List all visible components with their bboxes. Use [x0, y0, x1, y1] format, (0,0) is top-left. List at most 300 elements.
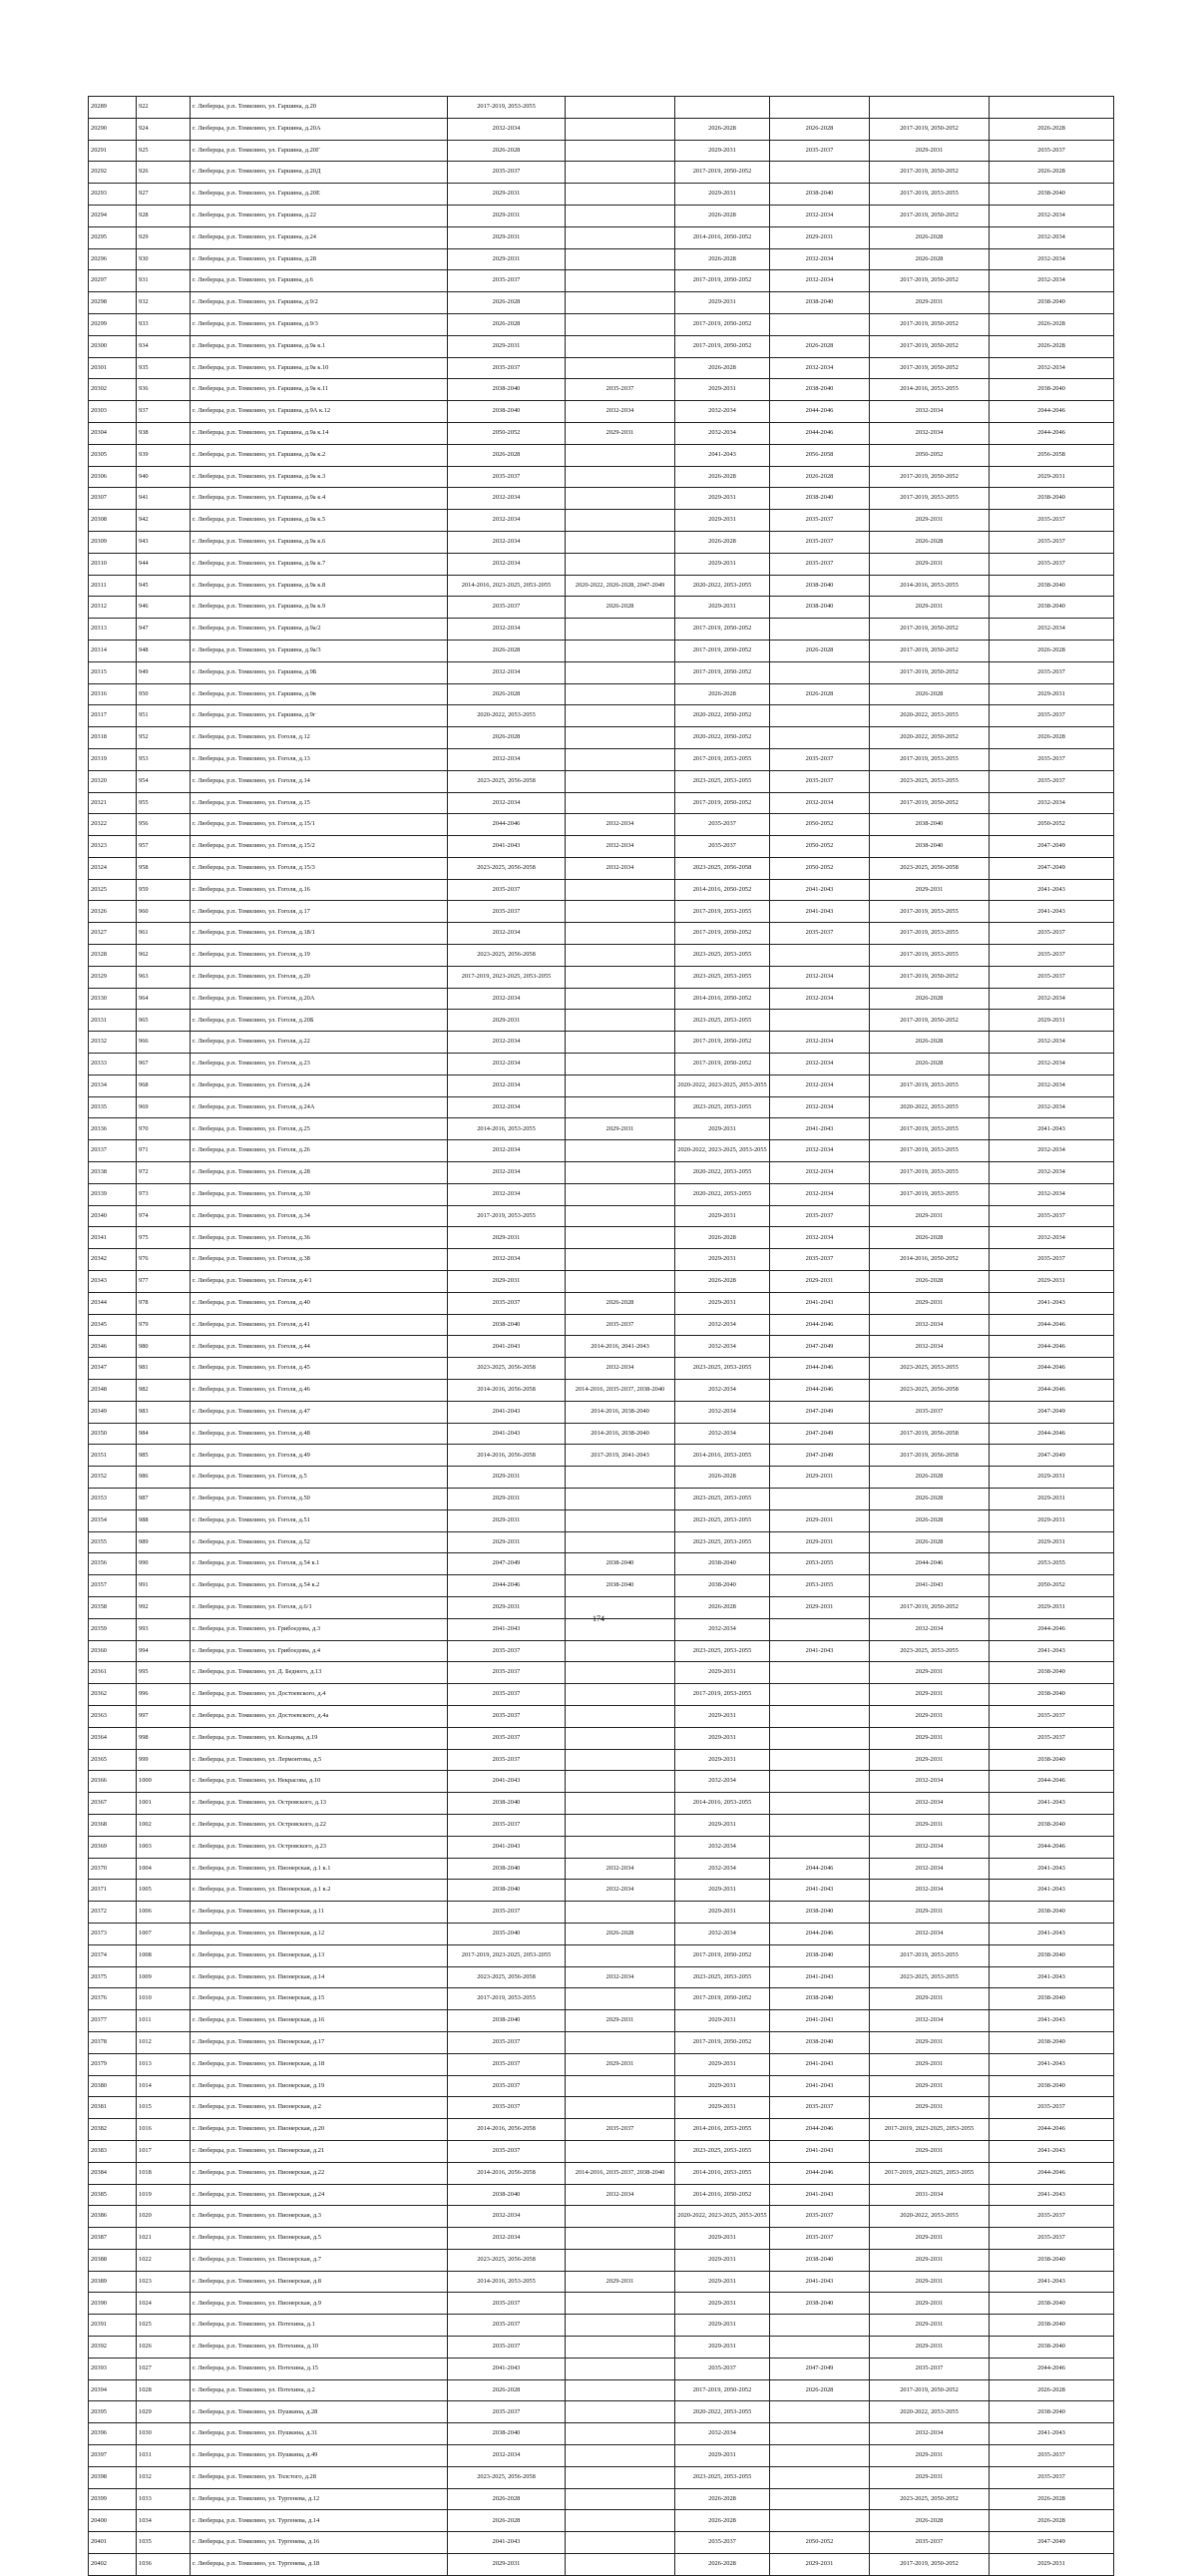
table-cell: 2038-2040: [448, 401, 566, 423]
table-cell: 2026-2028: [448, 292, 566, 314]
table-cell: г. Люберцы, р.п. Томилино, ул. Гаршина, д.9/3: [191, 313, 448, 335]
table-cell: 20316: [89, 683, 137, 705]
table-cell: 20372: [89, 1902, 137, 1924]
table-cell: 2035-2037: [770, 2097, 870, 2119]
table-cell: 2029-2031: [448, 1010, 566, 1032]
table-cell: 2017-2019, 2053-2055: [675, 748, 770, 770]
table-cell: [566, 1705, 675, 1727]
table-cell: 985: [137, 1445, 191, 1467]
table-cell: 2035-2037: [448, 1662, 566, 1684]
table-cell: 2035-2037: [566, 1314, 675, 1336]
table-cell: 997: [137, 1705, 191, 1727]
table-cell: 988: [137, 1509, 191, 1531]
table-cell: 2029-2031: [675, 2445, 770, 2467]
table-row: [89, 1966, 1114, 1988]
table-cell: 2032-2034: [448, 1096, 566, 1118]
table-cell: г. Люберцы, р.п. Томилино, ул. Гоголя, д.46: [191, 1380, 448, 1402]
table-cell: 965: [137, 1010, 191, 1032]
table-cell: 2044-2046: [990, 1358, 1114, 1380]
table-cell: [770, 2315, 870, 2337]
table-cell: 2035-2037: [448, 357, 566, 379]
table-cell: 2029-2031: [870, 2315, 990, 2337]
table-row: [89, 248, 1114, 270]
table-cell: г. Люберцы, р.п. Томилино, ул. Гоголя, д.5: [191, 1467, 448, 1489]
table-cell: 2035-2037: [675, 836, 770, 858]
table-cell: 2032-2034: [675, 1401, 770, 1423]
table-cell: 2017-2019, 2053-2055: [675, 1684, 770, 1706]
table-cell: 2032-2034: [770, 1096, 870, 1118]
table-cell: г. Люберцы, р.п. Томилино, ул. Пионерская, д.2: [191, 2097, 448, 2119]
table-cell: [566, 1467, 675, 1489]
table-cell: [566, 531, 675, 553]
table-cell: 2026-2028: [448, 727, 566, 749]
table-cell: 1015: [137, 2097, 191, 2119]
table-row: [89, 966, 1114, 988]
table-cell: [770, 2337, 870, 2359]
table-cell: 2038-2040: [990, 2401, 1114, 2423]
table-row: [89, 1010, 1114, 1032]
table-cell: 2032-2034: [566, 857, 675, 879]
table-cell: 2029-2031: [770, 1509, 870, 1531]
table-cell: 20359: [89, 1618, 137, 1640]
table-cell: 2035-2037: [566, 2119, 675, 2141]
table-cell: 2029-2031: [566, 2053, 675, 2075]
table-cell: 2038-2040: [770, 488, 870, 510]
table-cell: [770, 1727, 870, 1749]
table-row: [89, 792, 1114, 814]
table-cell: 983: [137, 1401, 191, 1423]
table-cell: г. Люберцы, р.п. Томилино, ул. Грибоедова, д.3: [191, 1618, 448, 1640]
table-cell: г. Люберцы, р.п. Томилино, ул. Гоголя, д.4/1: [191, 1271, 448, 1293]
table-cell: 2038-2040: [770, 2249, 870, 2271]
table-cell: 20306: [89, 466, 137, 488]
table-cell: 2032-2034: [675, 1858, 770, 1880]
table-cell: 2029-2031: [675, 1902, 770, 1924]
table-cell: [566, 619, 675, 641]
table-cell: г. Люберцы, р.п. Томилино, ул. Гоголя, д.51: [191, 1509, 448, 1531]
table-cell: 2044-2046: [770, 2119, 870, 2141]
table-row: [89, 335, 1114, 357]
table-cell: 2044-2046: [770, 422, 870, 444]
table-row: [89, 270, 1114, 292]
table-cell: г. Люберцы, р.п. Томилино, ул. Д. Бедного, д.13: [191, 1662, 448, 1684]
table-cell: 2023-2025, 2050-2052: [870, 2488, 990, 2510]
table-cell: 2032-2034: [675, 1836, 770, 1858]
table-cell: 930: [137, 248, 191, 270]
table-cell: 2047-2049: [990, 2532, 1114, 2554]
table-row: [89, 292, 1114, 314]
table-cell: 20322: [89, 814, 137, 836]
table-cell: [566, 1249, 675, 1271]
table-cell: г. Люберцы, р.п. Томилино, ул. Пионерская, д.18: [191, 2053, 448, 2075]
table-row: [89, 2162, 1114, 2184]
table-row: [89, 357, 1114, 379]
table-cell: г. Люберцы, р.п. Томилино, ул. Гоголя, д.6/1: [191, 1596, 448, 1618]
table-cell: г. Люберцы, р.п. Томилино, ул. Пионерская, д.5: [191, 2228, 448, 2250]
table-cell: 2023-2025, 2053-2055: [675, 966, 770, 988]
table-cell: 2017-2019, 2050-2052: [675, 1054, 770, 1075]
table-cell: [770, 162, 870, 184]
table-cell: г. Люберцы, р.п. Томилино, ул. Пионерская, д.16: [191, 2010, 448, 2032]
table-cell: 2017-2019, 2050-2052: [870, 661, 990, 683]
table-cell: г. Люберцы, р.п. Томилино, ул. Гоголя, д.18/1: [191, 923, 448, 945]
table-cell: 2029-2031: [990, 1531, 1114, 1553]
table-cell: 2041-2043: [448, 2358, 566, 2379]
table-cell: [566, 1010, 675, 1032]
table-cell: [566, 205, 675, 226]
table-cell: 2017-2019, 2050-2052: [870, 466, 990, 488]
table-cell: г. Люберцы, р.п. Томилино, ул. Кольцова, д.19: [191, 1727, 448, 1749]
table-cell: 20296: [89, 248, 137, 270]
table-row: [89, 1336, 1114, 1358]
table-row: [89, 748, 1114, 770]
table-cell: [566, 226, 675, 248]
table-cell: 2032-2034: [990, 1054, 1114, 1075]
table-cell: [566, 335, 675, 357]
table-cell: г. Люберцы, р.п. Томилино, ул. Пионерская, д.12: [191, 1923, 448, 1944]
table-cell: 2044-2046: [870, 1553, 990, 1575]
table-cell: 2020-2022, 2023-2025, 2053-2055: [675, 2206, 770, 2228]
table-cell: 2032-2034: [566, 1880, 675, 1902]
table-cell: 20337: [89, 1140, 137, 1162]
table-cell: 2026-2028: [770, 2379, 870, 2401]
table-cell: 2035-2037: [870, 1401, 990, 1423]
table-cell: 2029-2031: [770, 1271, 870, 1293]
table-cell: 2050-2052: [870, 444, 990, 466]
table-cell: [770, 1684, 870, 1706]
table-cell: 2038-2040: [990, 1814, 1114, 1836]
table-cell: 2032-2034: [770, 1140, 870, 1162]
table-cell: [566, 2140, 675, 2162]
table-cell: г. Люберцы, р.п. Томилино, ул. Гоголя, д.23: [191, 1054, 448, 1075]
table-cell: 1008: [137, 1944, 191, 1966]
table-cell: 2038-2040: [770, 2293, 870, 2315]
table-cell: 2017-2019, 2023-2025, 2053-2055: [870, 2162, 990, 2184]
table-cell: 20331: [89, 1010, 137, 1032]
table-cell: 2041-2043: [990, 2271, 1114, 2293]
table-cell: [566, 1988, 675, 2010]
table-cell: [770, 1793, 870, 1815]
table-cell: 2032-2034: [448, 2228, 566, 2250]
table-cell: 2035-2037: [770, 140, 870, 162]
table-cell: 2026-2028: [870, 1509, 990, 1531]
table-cell: 2029-2031: [870, 1902, 990, 1924]
table-cell: 1001: [137, 1793, 191, 1815]
table-cell: 2032-2034: [675, 401, 770, 423]
table-cell: [770, 661, 870, 683]
table-cell: [566, 901, 675, 923]
table-cell: 948: [137, 640, 191, 661]
table-cell: 922: [137, 97, 191, 119]
table-row: [89, 205, 1114, 226]
table-cell: 2017-2019, 2050-2052: [675, 1988, 770, 2010]
table-cell: 1004: [137, 1858, 191, 1880]
table-cell: 990: [137, 1553, 191, 1575]
document-page: [88, 96, 1113, 2576]
table-cell: 2041-2043: [990, 1118, 1114, 1140]
table-cell: 2014-2016, 2035-2037, 2038-2040: [566, 2162, 675, 2184]
table-cell: 2044-2046: [990, 401, 1114, 423]
table-cell: 2035-2037: [448, 1684, 566, 1706]
table-cell: 2017-2019, 2050-2052: [870, 2554, 990, 2576]
table-cell: 2029-2031: [675, 292, 770, 314]
table-cell: 938: [137, 422, 191, 444]
table-cell: 20380: [89, 2075, 137, 2097]
table-cell: г. Люберцы, р.п. Томилино, ул. Гоголя, д.19: [191, 945, 448, 967]
table-cell: [566, 1032, 675, 1054]
table-cell: г. Люберцы, р.п. Томилино, ул. Гаршина, д.6: [191, 270, 448, 292]
table-cell: 2032-2034: [990, 619, 1114, 641]
table-cell: г. Люберцы, р.п. Томилино, ул. Гаршина, д.9а к.14: [191, 422, 448, 444]
table-cell: г. Люберцы, р.п. Томилино, ул. Гоголя, д.15/2: [191, 836, 448, 858]
table-cell: 2044-2046: [770, 1858, 870, 1880]
table-cell: [770, 727, 870, 749]
table-cell: 2023-2025, 2056-2058: [870, 857, 990, 879]
table-cell: г. Люберцы, р.п. Томилино, ул. Гаршина, д.9а к.1: [191, 335, 448, 357]
table-cell: г. Люберцы, р.п. Томилино, ул. Гоголя, д.26: [191, 1140, 448, 1162]
table-cell: 20346: [89, 1336, 137, 1358]
table-cell: 2029-2031: [675, 1118, 770, 1140]
table-cell: 2041-2043: [990, 1292, 1114, 1314]
table-cell: 991: [137, 1575, 191, 1597]
table-cell: 2017-2019, 2050-2052: [675, 2379, 770, 2401]
table-cell: [566, 488, 675, 510]
table-cell: г. Люберцы, р.п. Томилино, ул. Пионерская, д.9: [191, 2293, 448, 2315]
table-cell: 2029-2031: [870, 2053, 990, 2075]
table-cell: 2053-2055: [770, 1575, 870, 1597]
table-cell: [566, 97, 675, 119]
table-cell: 2029-2031: [990, 1467, 1114, 1489]
table-cell: 2029-2031: [448, 1596, 566, 1618]
table-cell: 2017-2019, 2053-2055: [870, 945, 990, 967]
table-cell: 20294: [89, 205, 137, 226]
table-cell: 2026-2028: [675, 2554, 770, 2576]
table-cell: 2047-2049: [770, 1336, 870, 1358]
table-cell: 2020-2022, 2023-2025, 2053-2055: [675, 1074, 770, 1096]
table-cell: 2041-2043: [448, 1423, 566, 1445]
table-cell: 20370: [89, 1858, 137, 1880]
table-cell: 2026-2028: [675, 1467, 770, 1489]
table-cell: 20396: [89, 2423, 137, 2445]
table-cell: [566, 2337, 675, 2359]
table-row: [89, 683, 1114, 705]
table-cell: г. Люберцы, р.п. Томилино, ул. Пионерская, д.1 к.1: [191, 1858, 448, 1880]
table-cell: 958: [137, 857, 191, 879]
table-cell: [566, 1227, 675, 1249]
table-cell: [770, 97, 870, 119]
table-cell: 2035-2037: [448, 1705, 566, 1727]
table-cell: г. Люберцы, р.п. Томилино, ул. Толстого, д.28: [191, 2466, 448, 2488]
table-cell: 2035-2037: [870, 2358, 990, 2379]
table-cell: 2014-2016, 2053-2055: [675, 1793, 770, 1815]
table-cell: 20364: [89, 1727, 137, 1749]
table-cell: 2029-2031: [675, 2271, 770, 2293]
table-row: [89, 1836, 1114, 1858]
table-cell: 20353: [89, 1489, 137, 1510]
table-cell: 2017-2019, 2050-2052: [675, 923, 770, 945]
table-cell: г. Люберцы, р.п. Томилино, ул. Гаршина, д.9а к.2: [191, 444, 448, 466]
table-cell: 2017-2019, 2050-2052: [870, 640, 990, 661]
table-cell: 2029-2031: [870, 2140, 990, 2162]
table-cell: 2035-2037: [990, 2228, 1114, 2250]
table-cell: 2026-2028: [448, 313, 566, 335]
table-cell: 20325: [89, 879, 137, 901]
table-cell: 2026-2028: [675, 2488, 770, 2510]
table-cell: 944: [137, 553, 191, 575]
table-cell: 2029-2031: [566, 2010, 675, 2032]
table-cell: 2029-2031: [770, 2554, 870, 2576]
table-cell: 2044-2046: [770, 401, 870, 423]
table-cell: 2035-2037: [990, 705, 1114, 727]
table-cell: 2041-2043: [990, 2140, 1114, 2162]
table-cell: г. Люберцы, р.п. Томилино, ул. Гоголя, д.20: [191, 966, 448, 988]
table-cell: 2035-2037: [448, 2337, 566, 2359]
table-cell: 943: [137, 531, 191, 553]
table-cell: 2044-2046: [990, 1336, 1114, 1358]
table-row: [89, 2315, 1114, 2337]
table-cell: г. Люберцы, р.п. Томилино, ул. Гоголя, д.22: [191, 1032, 448, 1054]
table-cell: 2026-2028: [870, 2510, 990, 2532]
table-cell: г. Люберцы, р.п. Томилино, ул. Гаршина, д.9а к.10: [191, 357, 448, 379]
table-cell: 2041-2043: [770, 879, 870, 901]
table-cell: 970: [137, 1118, 191, 1140]
table-cell: г. Люберцы, р.п. Томилино, ул. Гаршина, д.9а/3: [191, 640, 448, 661]
table-row: [89, 2293, 1114, 2315]
table-cell: 2020-2022, 2050-2052: [675, 705, 770, 727]
table-cell: г. Люберцы, р.п. Томилино, ул. Гаршина, д.20Е: [191, 184, 448, 206]
table-cell: [566, 1684, 675, 1706]
table-cell: 20357: [89, 1575, 137, 1597]
table-cell: 20402: [89, 2554, 137, 2576]
table-cell: 2041-2043: [990, 1793, 1114, 1815]
table-row: [89, 2445, 1114, 2467]
table-cell: 2038-2040: [990, 575, 1114, 597]
table-cell: 2026-2028: [566, 1292, 675, 1314]
table-cell: 2032-2034: [566, 401, 675, 423]
table-cell: [566, 945, 675, 967]
table-cell: 2023-2025, 2053-2055: [870, 1966, 990, 1988]
table-cell: 2014-2016, 2041-2043: [566, 1336, 675, 1358]
table-cell: 2047-2049: [770, 1401, 870, 1423]
table-cell: г. Люберцы, р.п. Томилино, ул. Гаршина, д.22: [191, 205, 448, 226]
table-cell: 2038-2040: [566, 1575, 675, 1597]
table-cell: 2044-2046: [990, 1423, 1114, 1445]
table-cell: [566, 357, 675, 379]
table-cell: 2026-2028: [448, 2510, 566, 2532]
table-cell: 20344: [89, 1292, 137, 1314]
table-cell: 2044-2046: [990, 422, 1114, 444]
table-cell: г. Люберцы, р.п. Томилино, ул. Гоголя, д.15/3: [191, 857, 448, 879]
table-cell: г. Люберцы, р.п. Томилино, ул. Лермонтова, д.5: [191, 1749, 448, 1771]
table-cell: 2032-2034: [770, 792, 870, 814]
table-cell: 2020-2022, 2053-2055: [870, 2401, 990, 2423]
table-cell: 1034: [137, 2510, 191, 2532]
table-cell: 2032-2034: [566, 1858, 675, 1880]
table-cell: г. Люберцы, р.п. Томилино, ул. Гоголя, д.50: [191, 1489, 448, 1510]
table-cell: 2038-2040: [566, 1553, 675, 1575]
table-cell: [566, 1944, 675, 1966]
table-cell: 1036: [137, 2554, 191, 2576]
table-cell: 2038-2040: [990, 2249, 1114, 2271]
table-cell: 2029-2031: [870, 1684, 990, 1706]
table-row: [89, 597, 1114, 619]
table-cell: 2029-2031: [990, 1489, 1114, 1510]
table-cell: г. Люберцы, р.п. Томилино, ул. Гаршина, д.20Д: [191, 162, 448, 184]
table-cell: 2044-2046: [990, 2358, 1114, 2379]
table-cell: 2017-2019, 2053-2055: [870, 184, 990, 206]
table-cell: 2038-2040: [448, 2010, 566, 2032]
table-cell: 2032-2034: [770, 270, 870, 292]
table-cell: 2035-2037: [770, 1249, 870, 1271]
table-cell: 2026-2028: [990, 335, 1114, 357]
table-cell: 2029-2031: [448, 205, 566, 226]
table-cell: 1022: [137, 2249, 191, 2271]
table-row: [89, 1640, 1114, 1662]
table-cell: 1012: [137, 2031, 191, 2053]
table-cell: 2035-2037: [990, 945, 1114, 967]
table-row: [89, 510, 1114, 532]
table-cell: 20399: [89, 2488, 137, 2510]
table-cell: 2023-2025, 2056-2058: [675, 857, 770, 879]
table-cell: [566, 1531, 675, 1553]
table-cell: 20343: [89, 1271, 137, 1293]
table-cell: 20355: [89, 1531, 137, 1553]
table-cell: 20358: [89, 1596, 137, 1618]
table-cell: 20350: [89, 1423, 137, 1445]
table-cell: 2029-2031: [870, 140, 990, 162]
table-cell: 20352: [89, 1467, 137, 1489]
table-cell: 2038-2040: [448, 2184, 566, 2206]
table-cell: 984: [137, 1423, 191, 1445]
table-cell: 926: [137, 162, 191, 184]
table-cell: 2026-2028: [566, 1923, 675, 1944]
table-cell: 967: [137, 1054, 191, 1075]
table-cell: 2032-2034: [990, 1032, 1114, 1054]
table-cell: 2029-2031: [990, 1596, 1114, 1618]
table-cell: [566, 1640, 675, 1662]
table-cell: 2035-2037: [448, 2140, 566, 2162]
table-cell: 975: [137, 1227, 191, 1249]
table-cell: 2038-2040: [770, 1988, 870, 2010]
table-cell: 1031: [137, 2445, 191, 2467]
table-cell: 2014-2016, 2035-2037, 2038-2040: [566, 1380, 675, 1402]
table-cell: 2017-2019, 2050-2052: [870, 357, 990, 379]
table-cell: 2035-2037: [448, 2097, 566, 2119]
table-row: [89, 705, 1114, 727]
table-cell: 2014-2016, 2056-2058: [448, 1445, 566, 1467]
table-cell: 2032-2034: [990, 792, 1114, 814]
table-cell: 2032-2034: [870, 1771, 990, 1793]
table-cell: 2026-2028: [675, 1596, 770, 1618]
table-cell: 2044-2046: [770, 1380, 870, 1402]
table-row: [89, 1575, 1114, 1597]
table-cell: 2032-2034: [448, 1140, 566, 1162]
table-cell: г. Люберцы, р.п. Томилино, ул. Пионерская, д.21: [191, 2140, 448, 2162]
table-cell: 2032-2034: [675, 1380, 770, 1402]
table-cell: 2017-2019, 2050-2052: [675, 661, 770, 683]
table-cell: [566, 2075, 675, 2097]
table-cell: 2035-2037: [448, 2293, 566, 2315]
table-cell: г. Люберцы, р.п. Томилино, ул. Гоголя, д.15: [191, 792, 448, 814]
table-cell: 20388: [89, 2249, 137, 2271]
table-cell: 2038-2040: [990, 2315, 1114, 2337]
table-cell: 2047-2049: [770, 2358, 870, 2379]
table-cell: 2032-2034: [675, 1314, 770, 1336]
table-cell: г. Люберцы, р.п. Томилино, ул. Потехина, д.10: [191, 2337, 448, 2359]
table-cell: г. Люберцы, р.п. Томилино, ул. Гаршина, д.20Г: [191, 140, 448, 162]
table-cell: [566, 1140, 675, 1162]
table-row: [89, 2010, 1114, 2032]
